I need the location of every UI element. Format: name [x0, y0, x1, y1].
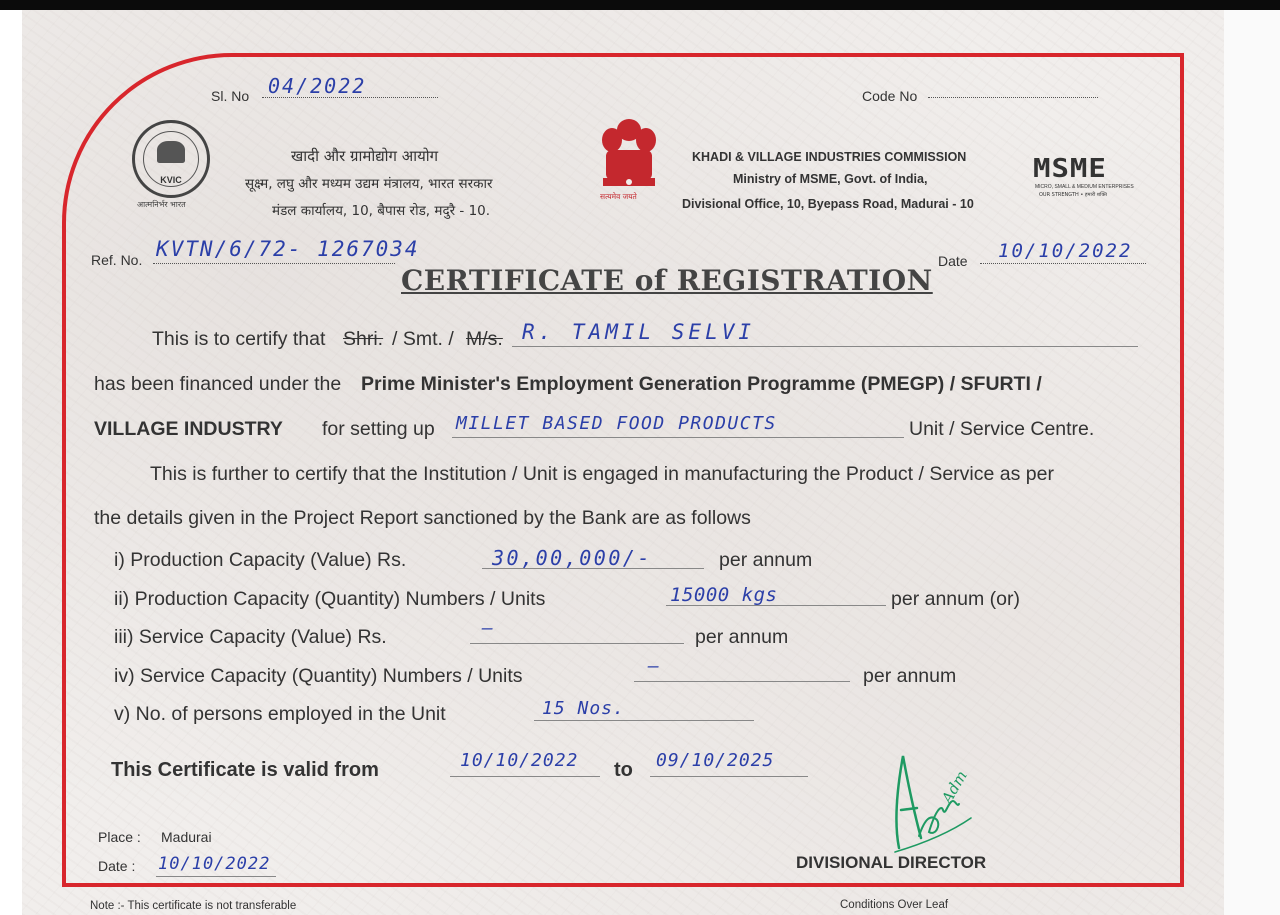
national-emblem-icon [598, 116, 660, 202]
name-line [512, 346, 1138, 347]
item-production-qty-label: ii) Production Capacity (Quantity) Numbers / Units [114, 588, 546, 610]
eng-commission-name: KHADI & VILLAGE INDUSTRIES COMMISSION [692, 150, 967, 164]
conditions-text: Conditions Over Leaf [840, 899, 949, 911]
item-production-value-label: i) Production Capacity (Value) Rs. [114, 549, 407, 571]
date-label: Date [938, 253, 968, 269]
eng-address: Divisional Office, 10, Byepass Road, Madurai - 10 [682, 197, 974, 211]
financed-prefix: has been financed under the [94, 373, 342, 395]
footer-date-value: 10/10/2022 [158, 854, 271, 874]
code-no-dotted-line [928, 97, 1098, 98]
place-label: Place : [98, 829, 141, 845]
eng-ministry: Ministry of MSME, Govt. of India, [733, 172, 928, 186]
right-margin [1224, 10, 1280, 915]
top-bar [0, 0, 1280, 10]
item-persons-line [534, 720, 754, 721]
signature-text: Adm [937, 767, 971, 807]
sl-no-value: 04/2022 [268, 74, 367, 98]
further-certify-text: This is further to certify that the Institution / Unit is engaged in manufacturing the Product / Service as per [150, 463, 1054, 485]
validity-from-line [450, 776, 600, 777]
item-production-value: 30,00,000/- [492, 546, 652, 570]
place-value: Madurai [161, 829, 212, 845]
footer-date-line [156, 876, 276, 877]
certify-prefix: This is to certify that [152, 328, 326, 350]
note-text: Note :- This certificate is not transferable [90, 900, 297, 912]
footer-date-label: Date : [98, 858, 136, 874]
item-service-value: — [482, 618, 495, 639]
ref-no-label: Ref. No. [91, 252, 143, 268]
msme-logo-text: MSME [1033, 152, 1107, 184]
item-production-qty: 15000 kgs [670, 584, 778, 606]
kvic-logo-text: KVIC [160, 175, 182, 185]
item-service-value-label: iii) Service Capacity (Value) Rs. [114, 626, 387, 648]
item-service-qty-label: iv) Service Capacity (Quantity) Numbers / Units [114, 665, 523, 687]
item-production-value-suffix: per annum [719, 549, 813, 571]
kvic-caption: आत्मनिर्भर भारत [137, 200, 186, 209]
signature-icon [885, 748, 975, 858]
item-service-value-suffix: per annum [695, 626, 789, 648]
title-shri: Shri. [343, 328, 384, 350]
validity-to-label: to [614, 759, 633, 781]
item-service-qty-suffix: per annum [863, 665, 957, 687]
ref-no-value: KVTN/6/72- 1267034 [156, 237, 420, 261]
hindi-ministry: सूक्ष्म, लघु और मध्यम उद्यम मंत्रालय, भारत सरकार [245, 176, 493, 192]
msme-strength: OUR STRENGTH • हमारी शक्ति [1039, 192, 1107, 198]
item-service-qty-line [634, 681, 850, 682]
beneficiary-name: R. TAMIL SELVI [522, 320, 756, 344]
unit-suffix: Unit / Service Centre. [909, 418, 1095, 440]
programme-name: Prime Minister's Employment Generation Programme (PMEGP) / SFURTI / [361, 373, 1042, 395]
date-value: 10/10/2022 [998, 240, 1133, 262]
divisional-director: DIVISIONAL DIRECTOR [796, 853, 987, 872]
sl-no-label: Sl. No [211, 88, 250, 104]
details-text: the details given in the Project Report sanctioned by the Bank are as follows [94, 507, 751, 529]
item-service-value-line [470, 643, 684, 644]
msme-logo-icon [1033, 152, 1149, 203]
item-persons-label: v) No. of persons employed in the Unit [114, 703, 446, 725]
item-production-qty-suffix: per annum (or) [891, 588, 1020, 610]
unit-line [452, 437, 904, 438]
kvic-logo-icon [132, 120, 210, 198]
emblem-caption: सत्यमेव जयते [600, 192, 637, 201]
item-service-qty: — [648, 656, 661, 677]
code-no-label: Code No [862, 88, 918, 104]
msme-tagline: MICRO, SMALL & MEDIUM ENTERPRISES [1035, 184, 1134, 190]
title-ms: M/s. [466, 328, 503, 350]
ref-no-dotted-line [153, 263, 395, 264]
hindi-commission-name: खादी और ग्रामोद्योग आयोग [291, 147, 439, 165]
validity-to: 09/10/2025 [656, 750, 775, 771]
hindi-address: मंडल कार्यालय, 10, बैपास रोड, मदुरै - 10. [272, 203, 491, 219]
validity-to-line [650, 776, 808, 777]
validity-label: This Certificate is valid from [111, 759, 379, 781]
setting-up-text: for setting up [322, 418, 435, 440]
item-persons-value: 15 Nos. [542, 698, 625, 719]
village-industry: VILLAGE INDUSTRY [94, 418, 283, 440]
certificate-title: CERTIFICATE of REGISTRATION [401, 264, 933, 297]
validity-from: 10/10/2022 [460, 750, 579, 771]
title-smt: / Smt. / [392, 328, 454, 350]
date-dotted-line [980, 263, 1146, 264]
unit-value: MILLET BASED FOOD PRODUCTS [456, 413, 777, 434]
